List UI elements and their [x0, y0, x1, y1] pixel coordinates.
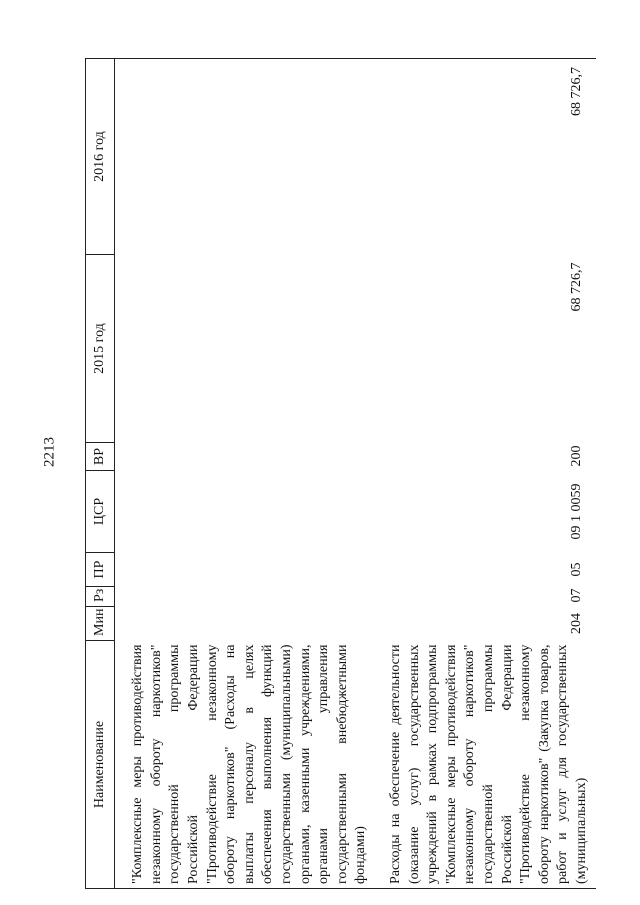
header-name: Наименование [86, 641, 115, 889]
row-min [115, 607, 376, 641]
header-vr: ВР [86, 443, 115, 471]
table-row [375, 59, 596, 889]
table-header-row [86, 59, 115, 889]
budget-table [85, 58, 596, 889]
row-2016: 68 726,7 [375, 59, 596, 255]
header-pr: ПР [86, 553, 115, 587]
row-csr [115, 471, 376, 553]
header-2015: 2015 год [86, 255, 115, 443]
row-csr: 09 1 0059 [568, 483, 584, 540]
header-csr: ЦСР [86, 471, 115, 553]
rotated-table-frame [85, 59, 631, 889]
rotated-table-area [85, 59, 631, 889]
header-min: Мин [86, 607, 115, 641]
row-min: 204 [568, 613, 584, 634]
table-row [115, 59, 376, 889]
row-2016 [115, 59, 376, 255]
row-pr: 05 [568, 562, 584, 577]
row-2015: 68 726,7 [568, 262, 584, 312]
row-rz [115, 587, 376, 607]
header-rz: Рз [86, 587, 115, 607]
row-vr [115, 443, 376, 471]
row-2015 [115, 255, 376, 443]
row-name: Расходы на обеспечение деятельности (оказание услуг) государственных учреждений в рамках подпрограммы "Комплексные меры противодействия незаконному обороту наркотиков" государственной программы Российской Федерации "Противодействие незаконному обороту наркотиков" (Закупка товаров, работ и услуг для государственных (муниципальных) [375, 641, 596, 889]
row-name: "Комплексные меры противодействия незаконному обороту наркотиков" государственной программы Российской Федерации "Противодействие незаконному обороту наркотиков" (Расходы на выплаты персоналу в целях обеспечения выполнения функций государственными (муниципальными) органами, казенными учреждениями, органами управления государственными внебюджетными фондами) [115, 641, 376, 889]
row-pr [115, 553, 376, 587]
row-vr: 200 [568, 445, 584, 467]
page-number-text: 2213 [41, 437, 58, 467]
row-rz: 07 [568, 588, 584, 603]
header-2016: 2016 год [86, 59, 115, 255]
